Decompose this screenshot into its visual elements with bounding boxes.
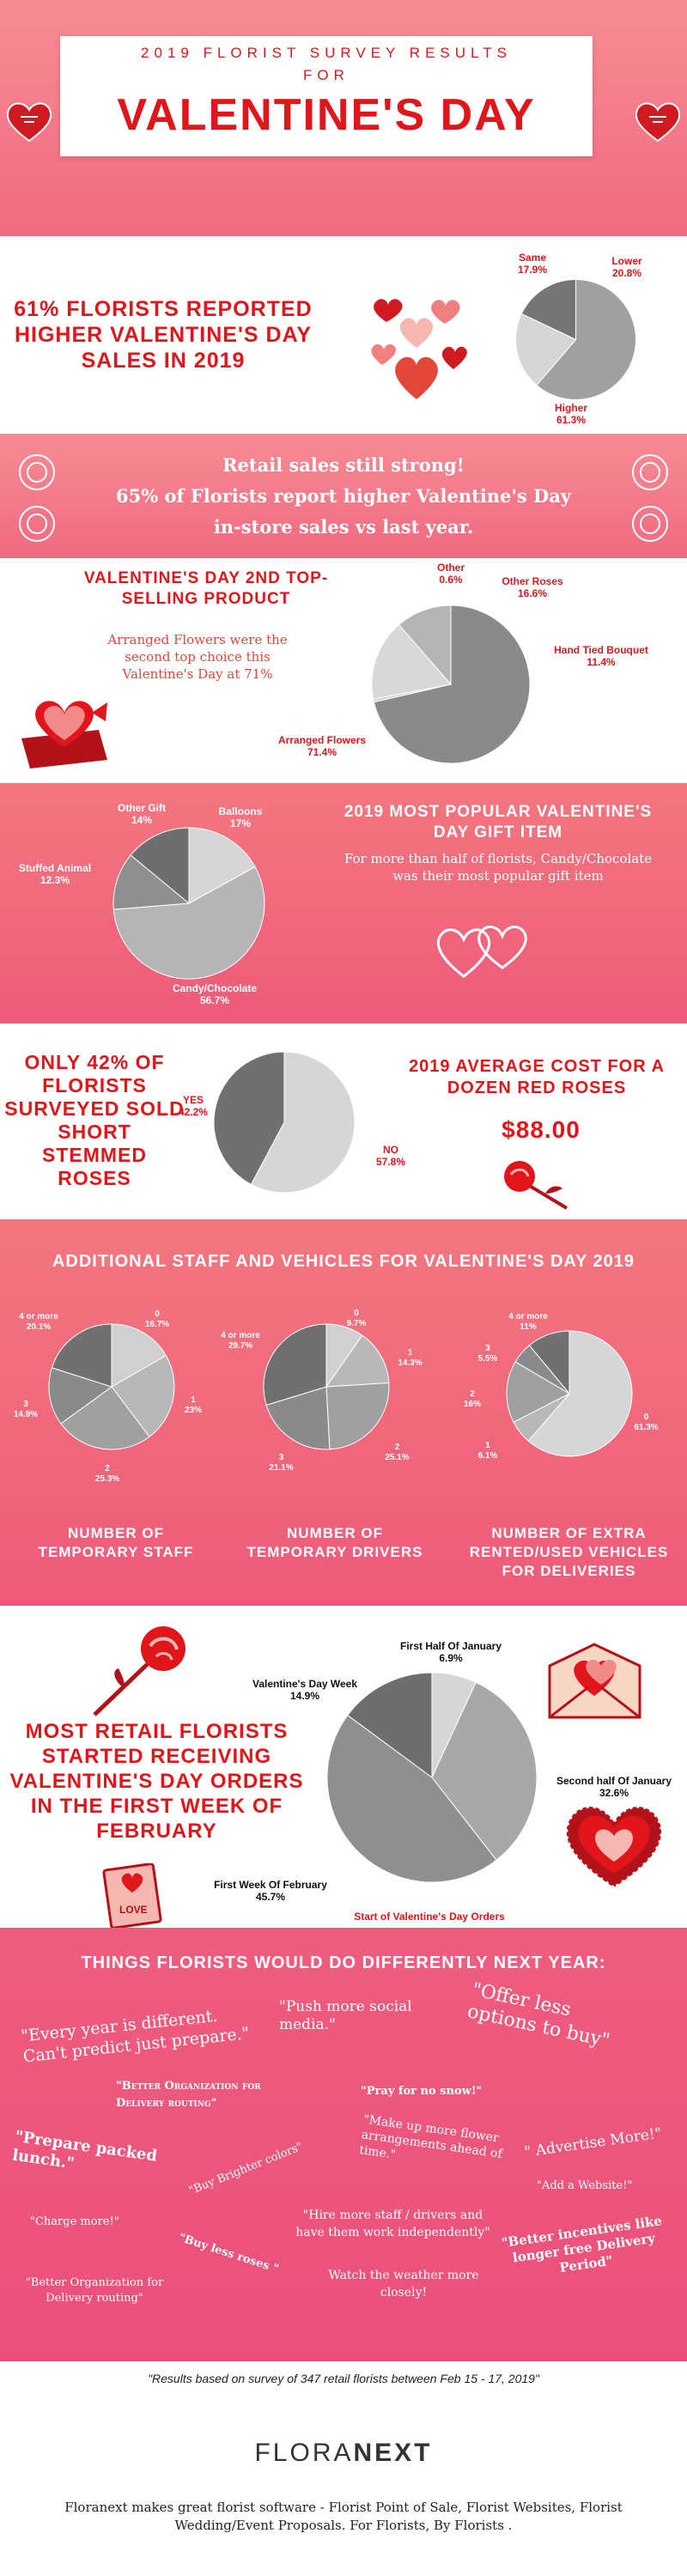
double-heart-outline-icon: [425, 903, 545, 989]
top-product-section: [0, 558, 687, 783]
label-stuffed-animal: Stuffed Animal: [18, 862, 92, 874]
pie-slice-2: [326, 1383, 389, 1449]
temp-staff-label-1: [176, 1395, 210, 1416]
label-2: 2: [470, 1389, 475, 1399]
label-2: 2: [394, 1443, 400, 1452]
quote-packed-lunch: "Prepare packed lunch.": [10, 2127, 159, 2173]
value-yes: 42.2%: [178, 1106, 209, 1118]
value-same: 17.9%: [517, 264, 548, 276]
value-hand-tied: 11.4%: [587, 656, 616, 668]
envelope-hearts-icon: [541, 1631, 648, 1726]
value-1: 14.3%: [398, 1358, 423, 1368]
value-3: 5.5%: [477, 1354, 498, 1364]
quote-add-website: "Add a Website!": [537, 2179, 633, 2192]
vehicles-pie: [505, 1329, 634, 1458]
label-no: NO: [383, 1144, 398, 1156]
header-title: VALENTINE'S DAY: [117, 90, 536, 140]
gift-label-stuffed: [12, 862, 98, 886]
footer-desc: Floranext makes great florist software - Florist Point of Sale, Florist Websites, Florist Wedding/Event Proposals. For Florists, By Florists .: [64, 2500, 623, 2533]
value-4: 11%: [520, 1322, 537, 1332]
retail-line-1: Retail sales still strong!: [222, 454, 465, 476]
gift-box-heart-icon: [13, 687, 116, 773]
higher-sales-section: [0, 245, 687, 429]
quote-make-up-flowers: "Make up more flower arrangements ahead of time.": [358, 2112, 503, 2162]
label-1: 1: [407, 1348, 413, 1358]
value-2: 16%: [463, 1400, 481, 1409]
short-roses-section: [0, 1024, 687, 1219]
gift-label-candy: [159, 982, 271, 1006]
header-for: FOR: [303, 67, 350, 83]
top-product-pie: [369, 603, 532, 766]
label-4: 4 or more: [19, 1312, 58, 1321]
higher-sales-label-same: [507, 252, 558, 276]
label-same: Same: [518, 252, 547, 264]
label-vday-week: Valentine's Day Week: [252, 1678, 358, 1690]
value-2: 25.3%: [94, 1474, 120, 1484]
temp-drivers-label-4: [215, 1331, 266, 1352]
quote-brighter-colors: "Buy Brighter colors": [187, 2140, 305, 2198]
top-product-label-other: [425, 562, 477, 586]
top-product-label-arranged: [266, 734, 378, 758]
value-1: 23%: [184, 1406, 202, 1415]
quote-charge-more: "Charge more!": [30, 2215, 119, 2228]
temp-staff-label-2: [86, 1464, 129, 1485]
label-yes: YES: [182, 1094, 204, 1106]
label-balloons: Balloons: [218, 805, 263, 817]
heart-ribbon-right-icon: [632, 94, 684, 146]
value-vday-week: 14.9%: [289, 1690, 320, 1702]
label-arranged: Arranged Flowers: [277, 734, 367, 746]
value-0: 16.7%: [144, 1320, 170, 1329]
value-higher: 61.3%: [556, 414, 587, 426]
next-year-title: THINGS FLORISTS WOULD DO DIFFERENTLY NEXT YEAR:: [81, 1953, 606, 1972]
short-roses-headline: ONLY 42% OF FLORISTS SURVEYED SOLD SHORT STEMMED ROSES: [4, 1051, 185, 1189]
quote-hire-staff: "Hire more staff / drivers and have them work independently": [295, 2208, 490, 2239]
temp-drivers-label-3: [262, 1453, 301, 1473]
label-candy: Candy/Chocolate: [172, 982, 257, 994]
label-4: 4 or more: [221, 1331, 260, 1340]
gift-item-title: 2019 MOST POPULAR VALENTINE'S DAY GIFT ITEM: [344, 803, 653, 841]
rose-outline-left-icon: [15, 451, 58, 545]
label-higher: Higher: [554, 402, 587, 414]
orders-section: [0, 1606, 687, 1928]
short-roses-label-no: [365, 1144, 416, 1168]
value-0: 61.3%: [634, 1423, 659, 1432]
value-lower: 20.8%: [611, 267, 642, 279]
label-other-gift: Other Gift: [118, 802, 166, 814]
value-other: 0.6%: [439, 574, 463, 586]
value-arranged: 71.4%: [307, 746, 337, 758]
label-1: 1: [485, 1441, 490, 1450]
label-3: 3: [485, 1344, 490, 1353]
orders-label-first-week-feb: [206, 1879, 335, 1903]
top-product-label-hand-tied: [541, 644, 661, 668]
value-1: 6.1%: [477, 1451, 498, 1461]
value-no: 57.8%: [375, 1156, 406, 1168]
survey-note: "Results based on survey of 347 retail florists between Feb 15 - 17, 2019": [148, 2372, 539, 2385]
value-first-half-jan: 6.9%: [439, 1652, 463, 1664]
top-product-label-other-roses: [489, 575, 575, 599]
label-first-half-jan: First Half Of January: [399, 1640, 502, 1652]
label-3: 3: [278, 1453, 284, 1462]
next-year-section: [0, 1928, 687, 2361]
rose-icon: [498, 1152, 575, 1212]
brand-name-b: NEXT: [353, 2439, 433, 2467]
orders-chart-title: Start of Valentine's Day Orders: [354, 1911, 505, 1923]
header-subtitle: 2019 FLORIST SURVEY RESULTS: [141, 45, 512, 61]
rose-outline-right-icon: [629, 451, 672, 545]
higher-sales-label-higher: [541, 402, 601, 426]
short-roses-label-yes: [172, 1094, 215, 1118]
temp-staff-label-3: [9, 1400, 43, 1420]
temp-drivers-caption: NUMBER OF TEMPORARY DRIVERS: [246, 1525, 423, 1560]
temp-drivers-label-1: [391, 1348, 429, 1369]
vehicles-label-3: [471, 1344, 505, 1364]
label-1: 1: [191, 1395, 196, 1405]
value-3: 14.9%: [13, 1410, 39, 1419]
cost-title: 2019 AVERAGE COST FOR A DOZEN RED ROSES: [409, 1057, 665, 1097]
value-second-half-jan: 32.6%: [599, 1787, 629, 1799]
vehicles-caption: NUMBER OF EXTRA RENTED/USED VEHICLES FOR DELIVERIES: [469, 1525, 669, 1579]
retail-line-2: 65% of Florists report higher Valentine's Day: [115, 485, 572, 507]
quote-every-year: "Every year is different. Can't predict just prepare.": [20, 2006, 251, 2067]
retail-banner: [0, 434, 687, 558]
temp-staff-label-0: [136, 1309, 179, 1330]
quote-pray-snow: "Pray for no snow!": [361, 2085, 483, 2098]
higher-sales-headline: 61% FLORISTS REPORTED HIGHER VALENTINE'S DAY SALES IN 2019: [14, 297, 313, 373]
short-roses-pie: [211, 1049, 357, 1195]
vehicles-label-2: [455, 1389, 489, 1410]
label-3: 3: [23, 1400, 28, 1409]
quote-advertise: " Advertise More!": [523, 2124, 663, 2161]
label-0: 0: [643, 1413, 649, 1422]
orders-label-first-half-jan: [399, 1640, 502, 1664]
vehicles-label-0: [627, 1413, 666, 1433]
gift-item-desc: For more than half of florists, Candy/Chocolate was their most popular gift item: [344, 851, 653, 884]
vehicles-label-1: [471, 1441, 505, 1461]
cost-value: $88.00: [502, 1116, 581, 1143]
heart-box-icon: [550, 1777, 678, 1893]
quote-buy-less-roses: "Buy less roses ": [177, 2231, 281, 2276]
temp-drivers-label-0: [339, 1309, 374, 1329]
top-product-title: VALENTINE'S DAY 2ND TOP-SELLING PRODUCT: [83, 569, 329, 608]
temp-drivers-pie: [262, 1322, 391, 1451]
rose-stem-icon: [77, 1619, 198, 1722]
higher-sales-label-lower: [601, 255, 653, 279]
temp-staff-pie: [47, 1322, 176, 1451]
heart-ribbon-left-icon: [3, 94, 55, 146]
gift-label-other: [107, 802, 176, 826]
value-stuffed-animal: 12.3%: [40, 874, 70, 886]
quote-watch-weather: Watch the weather more closely!: [328, 2269, 479, 2300]
quote-better-incentives: "Better incentives like longer free Delivery Period": [500, 2213, 663, 2276]
value-3: 21.1%: [269, 1463, 294, 1473]
value-first-week-feb: 45.7%: [255, 1891, 286, 1903]
temp-staff-label-4: [13, 1312, 64, 1333]
retail-line-3: in-store sales vs last year.: [213, 516, 474, 538]
brand-name-a: FLORA: [254, 2439, 354, 2467]
gift-item-section: [0, 783, 687, 1024]
vehicles-label-4: [502, 1312, 554, 1333]
label-other: Other: [436, 562, 465, 574]
brand-logo: [0, 2439, 687, 2468]
header-band: [0, 0, 687, 236]
value-2: 25.1%: [385, 1453, 410, 1462]
quote-better-org-2: "Better Organization for Delivery routing": [25, 2276, 164, 2305]
higher-sales-pie: [514, 277, 638, 402]
quote-push-social: "Push more social media.": [279, 1998, 412, 2033]
value-other-roses: 16.6%: [517, 587, 548, 599]
label-0: 0: [155, 1309, 160, 1319]
value-4: 20.1%: [26, 1322, 52, 1332]
label-lower: Lower: [611, 255, 642, 267]
label-0: 0: [354, 1309, 359, 1318]
label-other-roses: Other Roses: [502, 575, 563, 587]
orders-pie: [325, 1670, 539, 1885]
staff-title: ADDITIONAL STAFF AND VEHICLES FOR VALENTINE'S DAY 2019: [52, 1252, 635, 1271]
value-other-gift: 14%: [131, 814, 153, 826]
top-product-desc: Arranged Flowers were the second top choice this Valentine's Day at 71%: [107, 632, 288, 682]
love-card-text: LOVE: [119, 1904, 148, 1916]
label-second-half-jan: Second half Of January: [556, 1775, 672, 1787]
label-4: 4 or more: [508, 1312, 548, 1321]
value-0: 9.7%: [346, 1319, 367, 1328]
temp-drivers-label-2: [378, 1443, 416, 1463]
label-hand-tied: Hand Tied Bouquet: [554, 644, 648, 656]
orders-headline: MOST RETAIL FLORISTS STARTED RECEIVING VALENTINE'S DAY ORDERS IN THE FIRST WEEK OF FEBRUARY: [9, 1720, 304, 1843]
staff-section: [0, 1219, 687, 1606]
love-card-icon: [99, 1863, 167, 1928]
label-2: 2: [105, 1464, 110, 1473]
value-candy: 56.7%: [199, 994, 230, 1006]
label-first-week-feb: First Week Of February: [214, 1879, 327, 1891]
orders-label-vday-week: [245, 1678, 365, 1702]
value-4: 29.7%: [228, 1341, 253, 1351]
footer: [0, 2361, 687, 2576]
quote-better-org-1: "Better Organization for Delivery routing": [116, 2080, 261, 2110]
gift-label-balloons: [206, 805, 275, 829]
header-card: [60, 36, 593, 156]
value-balloons: 17%: [229, 817, 252, 829]
quote-offer-less: "Offer less options to buy": [465, 1978, 612, 2052]
gift-item-pie: [112, 826, 266, 981]
temp-staff-caption: NUMBER OF TEMPORARY STAFF: [38, 1525, 194, 1560]
hearts-cluster-icon: [352, 270, 481, 416]
